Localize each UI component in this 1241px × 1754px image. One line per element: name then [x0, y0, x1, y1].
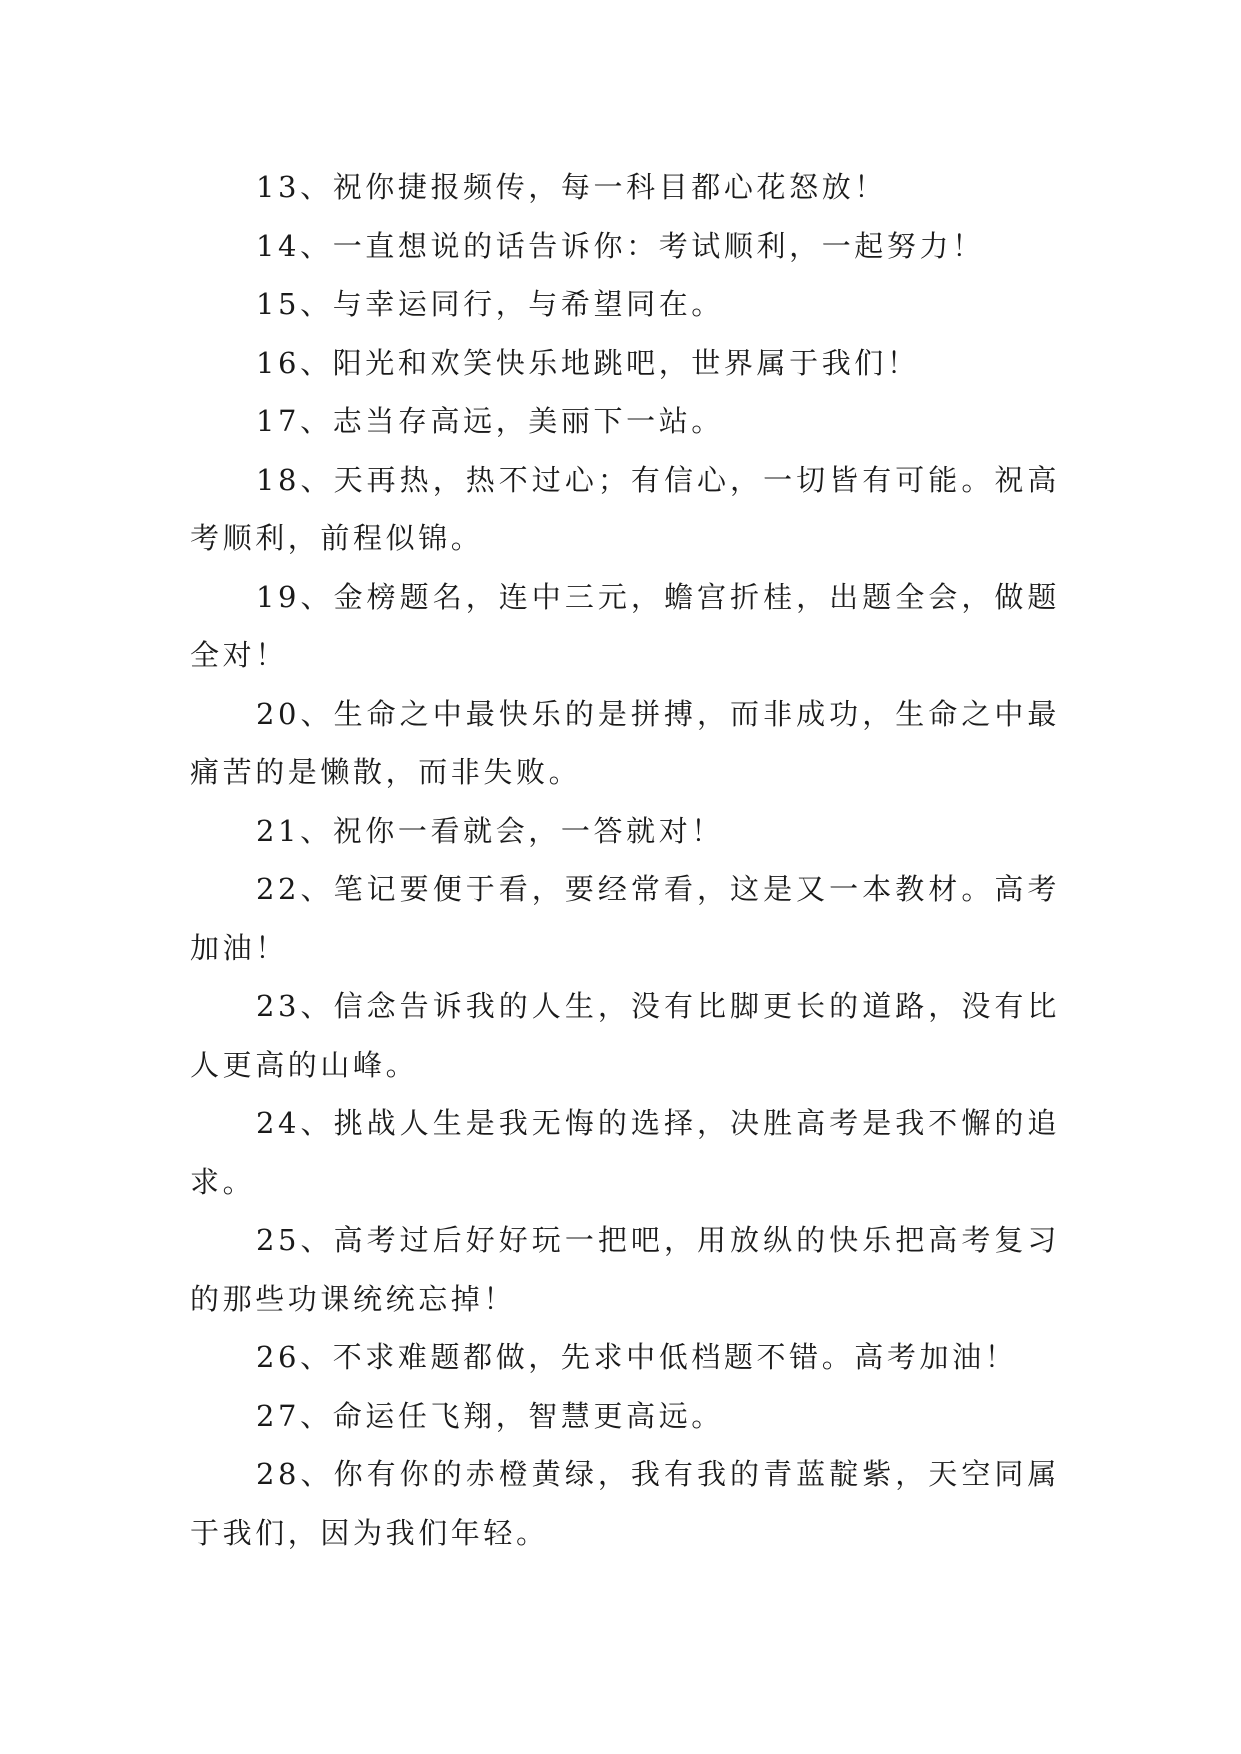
paragraph-16: 16、阳光和欢笑快乐地跳吧，世界属于我们！ — [256, 345, 920, 380]
paragraph-15: 15、与幸运同行，与希望同在。 — [256, 287, 724, 321]
paragraph-14: 14、一直想说的话告诉你：考试顺利，一起努力！ — [256, 228, 985, 263]
paragraph-23: 23、信念告诉我的人生，没有比脚更长的道路，没有比人更高的山峰。 — [190, 989, 1060, 1082]
paragraph-13: 13、祝你捷报频传，每一科目都心花怒放！ — [256, 170, 887, 204]
paragraph-17: 17、志当存高远，美丽下一站。 — [256, 404, 724, 438]
paragraph-25: 25、高考过后好好玩一把吧，用放纵的快乐把高考复习的那些功课统统忘掉！ — [190, 1223, 1060, 1316]
paragraph-26: 26、不求难题都做，先求中低档题不错。高考加油！ — [256, 1340, 1018, 1374]
paragraph-19: 19、金榜题名，连中三元，蟾宫折桂，出题全会，做题全对！ — [190, 579, 1060, 672]
document-body — [190, 158, 1060, 1562]
paragraph-20: 20、生命之中最快乐的是拼搏，而非成功，生命之中最痛苦的是懒散，而非失败。 — [190, 696, 1060, 789]
paragraph-24: 24、挑战人生是我无悔的选择，决胜高考是我不懈的追求。 — [190, 1106, 1060, 1199]
paragraph-22: 22、笔记要便于看，要经常看，这是又一本教材。高考加油！ — [190, 872, 1060, 965]
paragraph-18: 18、天再热，热不过心；有信心，一切皆有可能。祝高考顺利，前程似锦。 — [190, 462, 1060, 555]
paragraph-27: 27、命运任飞翔，智慧更高远。 — [256, 1398, 724, 1433]
paragraph-28: 28、你有你的赤橙黄绿，我有我的青蓝靛紫，天空同属于我们，因为我们年轻。 — [190, 1457, 1060, 1550]
paragraph-21: 21、祝你一看就会，一答就对！ — [256, 813, 724, 848]
